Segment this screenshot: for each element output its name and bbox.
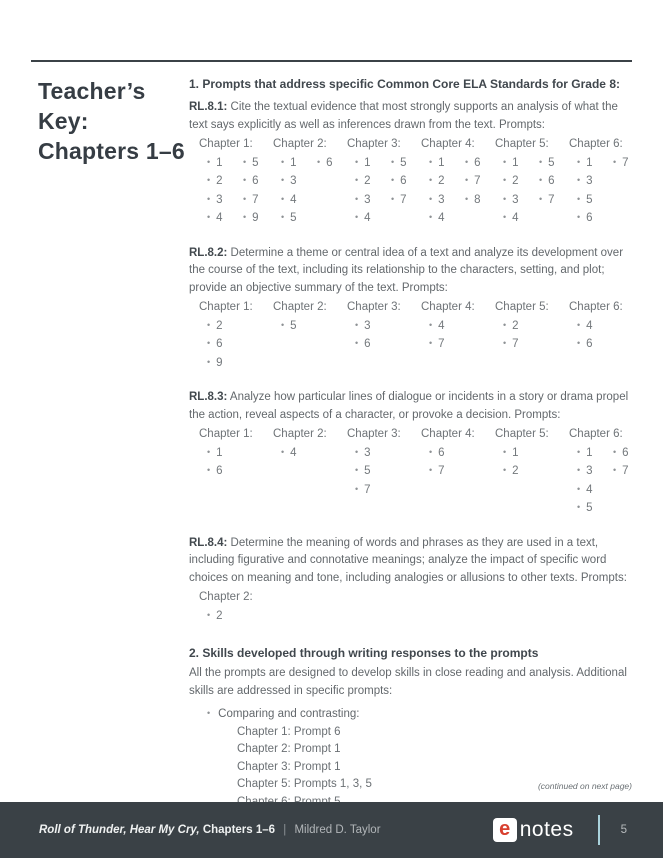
prompt-number-item: • 1 [207, 446, 223, 459]
skill-name: • Comparing and contrasting: [207, 708, 360, 720]
bullet-icon: • [465, 156, 469, 167]
bullet-icon: • [281, 193, 285, 204]
chapter-header: Chapter 3: [347, 138, 401, 150]
prompt-number-item: • 7 [429, 338, 445, 350]
standard-paragraph [189, 99, 635, 134]
chapter-prompt-lists [495, 317, 569, 354]
bullet-icon: • [207, 193, 211, 204]
standard-block [189, 99, 635, 228]
prompt-number-item: • 7 [243, 193, 259, 206]
chapter-prompt-lists [347, 317, 421, 354]
bullet-icon: • [577, 338, 581, 348]
chapter-prompt-lists [199, 607, 273, 626]
page-number-divider [598, 815, 600, 845]
chapter-header: Chapter 2: [273, 301, 327, 313]
bullet-icon: • [355, 175, 359, 185]
bullet-icon: • [243, 175, 247, 185]
prompt-number-list [347, 154, 383, 228]
chapter-header: Chapter 6: [569, 138, 623, 150]
prompt-number-list [495, 444, 531, 481]
chapter-column [347, 426, 421, 518]
prompt-number-item: • 3 [577, 465, 593, 477]
bullet-icon: • [539, 156, 543, 167]
chapter-prompt-lists [347, 444, 421, 500]
section1-heading: 1. Prompts that address specific Common Core ELA Standards for Grade 8: [189, 77, 620, 91]
standard-paragraph [189, 245, 635, 298]
prompt-number-item: • 9 [243, 212, 259, 224]
chapter-column [199, 589, 273, 625]
footer-book-chapters: Chapters 1–6 [202, 824, 276, 836]
prompt-number-item: • 1 [577, 446, 593, 459]
standard-block [189, 245, 635, 373]
chapter-prompt-lists [199, 444, 273, 481]
prompt-number-item: • 4 [207, 212, 223, 224]
prompt-number-item: • 1 [503, 156, 519, 169]
standard-paragraph [189, 389, 635, 424]
bullet-icon: • [207, 465, 211, 475]
prompt-number-list [235, 154, 271, 228]
chapter-column [273, 426, 347, 518]
footer-right [493, 815, 627, 845]
chapter-header: Chapter 5: [495, 301, 549, 313]
bullet-icon: • [355, 193, 359, 204]
prompt-number-item: • 7 [465, 175, 481, 187]
prompt-number-item: • 4 [355, 212, 371, 224]
bullet-icon: • [577, 193, 581, 204]
prompt-number-list [495, 317, 531, 354]
bullet-icon: • [613, 465, 617, 475]
prompt-number-item: • 5 [281, 212, 297, 224]
standard-text: Cite the textual evidence that most strongly supports an analysis of what the text says explicitly as well as inferences drawn from the text. Prompts: [189, 101, 618, 131]
bullet-icon: • [503, 175, 507, 185]
chapter-column [569, 136, 643, 228]
prompt-number-item: • 6 [207, 465, 223, 477]
prompt-number-list [421, 444, 457, 481]
chapter-header: Chapter 4: [421, 428, 475, 440]
chapter-prompt-lists [199, 317, 273, 373]
bullet-icon: • [281, 446, 285, 457]
section2-intro: All the prompts are designed to develop skills in close reading and analysis. Additional skills are addressed in specific prompts: [189, 667, 627, 697]
bullet-icon: • [465, 193, 469, 204]
bullet-icon: • [429, 338, 433, 348]
chapter-prompt-lists [421, 317, 495, 354]
bullet-icon: • [355, 446, 359, 457]
page-title-line: Teacher’s [38, 78, 146, 104]
page-title-line: Key: [38, 108, 89, 134]
chapter-prompt-lists [495, 154, 569, 228]
chapter-header: Chapter 5: [495, 428, 549, 440]
prompt-number-list [199, 444, 235, 481]
prompt-number-list [457, 154, 493, 210]
prompt-number-list [495, 154, 531, 228]
bullet-icon: • [503, 193, 507, 204]
bullet-icon: • [613, 156, 617, 167]
prompt-number-item: • 5 [281, 319, 297, 332]
standard-block [189, 389, 635, 518]
bullet-icon: • [577, 502, 581, 512]
prompt-number-list [347, 317, 383, 354]
footer-bar [0, 802, 663, 858]
bullet-icon: • [207, 319, 211, 330]
prompt-number-list [605, 154, 641, 173]
chapter-column [199, 299, 273, 372]
prompt-number-list [347, 444, 383, 500]
prompt-number-list [273, 317, 309, 336]
prompt-number-item: • 6 [429, 446, 445, 459]
chapter-header: Chapter 1: [199, 301, 253, 313]
chapter-header: Chapter 1: [199, 138, 253, 150]
chapter-prompt-lists [569, 444, 643, 518]
page-title [38, 76, 193, 166]
bullet-icon: • [243, 212, 247, 222]
chapter-column [347, 136, 421, 228]
chapter-prompts-table [189, 299, 635, 372]
bullet-icon: • [577, 175, 581, 185]
prompt-number-item: • 2 [207, 319, 223, 332]
page-title-line: Chapters 1–6 [38, 138, 185, 164]
chapter-header: Chapter 4: [421, 138, 475, 150]
bullet-icon: • [429, 465, 433, 475]
chapter-prompts-table [189, 589, 635, 625]
chapter-header: Chapter 3: [347, 301, 401, 313]
prompt-number-list [569, 317, 605, 354]
bullet-icon: • [281, 175, 285, 185]
prompt-number-item: • 8 [465, 193, 481, 206]
chapter-column [347, 299, 421, 372]
chapter-prompt-lists [199, 154, 273, 228]
standard-label: RL.8.2: [189, 246, 228, 259]
prompt-number-item: • 3 [355, 446, 371, 459]
chapter-prompt-lists [421, 154, 495, 228]
prompt-number-item: • 6 [207, 338, 223, 350]
prompt-number-list [421, 154, 457, 228]
prompt-number-item: • 5 [355, 465, 371, 477]
prompt-number-item: • 1 [429, 156, 445, 169]
prompt-number-item: • 1 [503, 446, 519, 459]
prompt-number-item: • 3 [281, 175, 297, 187]
prompt-number-item: • 6 [539, 175, 555, 187]
prompt-number-item: • 3 [503, 193, 519, 206]
prompt-number-list [199, 154, 235, 228]
prompt-number-list [383, 154, 419, 210]
prompt-number-item: • 3 [355, 193, 371, 206]
chapter-prompt-lists [273, 154, 347, 228]
bullet-icon: • [429, 446, 433, 457]
footer-separator: | [283, 824, 287, 836]
chapter-column [199, 426, 273, 518]
prompt-number-item: • 4 [281, 446, 297, 459]
standard-text: Analyze how particular lines of dialogue or incidents in a story or drama propel the action, reveal aspects of a character, or provoke a decision. Prompts: [189, 391, 629, 421]
prompt-number-item: • 5 [577, 502, 593, 514]
enotes-logo-text: notes [519, 818, 574, 841]
prompt-number-list [421, 317, 457, 354]
prompt-number-item: • 6 [577, 338, 593, 350]
prompt-number-list [309, 154, 345, 173]
chapter-header: Chapter 2: [273, 428, 327, 440]
bullet-icon: • [391, 175, 395, 185]
bullet-icon: • [207, 356, 211, 367]
bullet-icon: • [503, 446, 507, 457]
prompt-number-list [273, 154, 309, 228]
prompt-number-item: • 6 [577, 212, 593, 224]
bullet-icon: • [243, 193, 247, 204]
chapter-header: Chapter 2: [199, 591, 253, 603]
chapter-prompts-table [189, 136, 635, 228]
prompt-number-item: • 2 [207, 175, 223, 187]
chapter-header: Chapter 3: [347, 428, 401, 440]
bullet-icon: • [577, 465, 581, 475]
chapter-column [421, 426, 495, 518]
prompt-number-item: • 6 [243, 175, 259, 187]
skill-chapter-line: Chapter 2: Prompt 1 [237, 743, 341, 755]
bullet-icon: • [281, 156, 285, 167]
enotes-logo [493, 818, 574, 842]
bullet-icon: • [355, 483, 359, 494]
bullet-icon: • [281, 319, 285, 330]
top-divider [31, 60, 632, 62]
bullet-icon: • [503, 156, 507, 167]
chapter-column [495, 426, 569, 518]
standard-text: Determine the meaning of words and phrases as they are used in a text, including figurative and connotative meanings; analyze the impact of specific word choices on meaning and tone, including analogies or allusions to other texts. Prompts: [189, 536, 627, 584]
bullet-icon: • [207, 609, 211, 620]
chapter-column [569, 299, 643, 372]
bullet-icon: • [207, 212, 211, 222]
chapter-column [569, 426, 643, 518]
bullet-icon: • [355, 465, 359, 475]
chapter-header: Chapter 5: [495, 138, 549, 150]
prompt-number-item: • 5 [243, 156, 259, 169]
footer-author: Mildred D. Taylor [294, 824, 381, 836]
bullet-icon: • [577, 446, 581, 457]
prompt-number-item: • 3 [207, 193, 223, 206]
bullet-icon: • [577, 319, 581, 330]
prompt-number-item: • 7 [503, 338, 519, 350]
prompt-number-item: • 6 [355, 338, 371, 350]
bullet-icon: • [503, 212, 507, 222]
prompt-number-item: • 4 [577, 319, 593, 332]
prompt-number-item: • 6 [317, 156, 333, 169]
standard-text: Determine a theme or central idea of a text and analyze its development over the course of the text, including its relationship to the characters, setting, and plot; provide an objective summary of the text. Prompts: [189, 246, 624, 294]
chapter-header: Chapter 1: [199, 428, 253, 440]
prompt-number-item: • 2 [503, 465, 519, 477]
skill-item [189, 705, 635, 811]
prompt-number-item: • 1 [281, 156, 297, 169]
chapter-column [273, 299, 347, 372]
skills-list [189, 705, 635, 811]
bullet-icon: • [243, 156, 247, 167]
prompt-number-item: • 3 [429, 193, 445, 206]
bullet-icon: • [503, 319, 507, 330]
chapter-prompt-lists [347, 154, 421, 228]
skill-chapter-line: Chapter 3: Prompt 1 [237, 760, 341, 773]
footer-citation [39, 824, 381, 836]
standard-label: RL.8.3: [189, 391, 228, 403]
chapter-column [495, 299, 569, 372]
prompt-number-item: • 2 [429, 175, 445, 187]
prompt-number-list [531, 154, 567, 210]
footer-book-title: Roll of Thunder, Hear My Cry, [39, 824, 200, 836]
prompt-number-item: • 4 [429, 212, 445, 224]
bullet-icon: • [355, 156, 359, 167]
chapter-prompt-lists [569, 154, 643, 228]
prompt-number-item: • 4 [577, 483, 593, 496]
chapter-prompt-lists [495, 444, 569, 481]
chapter-header: Chapter 4: [421, 301, 475, 313]
prompt-number-item: • 2 [207, 609, 223, 622]
chapter-header: Chapter 2: [273, 138, 327, 150]
continued-note: (continued on next page) [537, 781, 632, 791]
bullet-icon: • [577, 156, 581, 167]
standard-block [189, 535, 635, 626]
prompt-number-item: • 2 [503, 319, 519, 332]
bullet-icon: • [207, 156, 211, 167]
bullet-icon: • [207, 175, 211, 185]
chapter-header: Chapter 6: [569, 301, 623, 313]
prompt-number-item: • 1 [207, 156, 223, 169]
prompt-number-item: • 3 [577, 175, 593, 187]
chapter-prompts-table [189, 426, 635, 518]
bullet-icon: • [207, 338, 211, 348]
prompt-number-item: • 3 [355, 319, 371, 332]
prompt-number-item: • 1 [355, 156, 371, 169]
chapter-column [421, 299, 495, 372]
prompt-number-item: • 1 [577, 156, 593, 169]
bullet-icon: • [429, 212, 433, 222]
standards-list [189, 99, 635, 625]
prompt-number-item: • 7 [355, 483, 371, 496]
prompt-number-item: • 7 [539, 193, 555, 206]
section2-heading: 2. Skills developed through writing responses to the prompts [189, 646, 539, 660]
prompt-number-item: • 6 [465, 156, 481, 169]
bullet-icon: • [429, 156, 433, 167]
bullet-icon: • [503, 465, 507, 475]
bullet-icon: • [317, 156, 321, 167]
prompt-number-item: • 6 [391, 175, 407, 187]
skill-chapter-line: Chapter 5: Prompts 1, 3, 5 [237, 778, 372, 790]
bullet-icon: • [429, 193, 433, 204]
bullet-icon: • [429, 175, 433, 185]
prompt-number-item: • 9 [207, 356, 223, 369]
bullet-icon: • [207, 446, 211, 457]
bullet-icon: • [391, 193, 395, 204]
chapter-column [273, 136, 347, 228]
bullet-icon: • [355, 338, 359, 348]
prompt-number-list [273, 444, 309, 463]
prompt-number-item: • 5 [539, 156, 555, 169]
bullet-icon: • [355, 319, 359, 330]
prompt-number-item: • 2 [503, 175, 519, 187]
chapter-prompt-lists [273, 444, 347, 463]
bullet-icon: • [281, 212, 285, 222]
prompt-number-item: • 7 [613, 465, 629, 477]
main-content [189, 76, 635, 811]
prompt-number-item: • 7 [429, 465, 445, 477]
prompt-number-list [199, 317, 235, 373]
bullet-icon: • [577, 212, 581, 222]
bullet-icon: • [577, 483, 581, 494]
standard-paragraph [189, 535, 635, 588]
standard-label: RL.8.4: [189, 536, 228, 549]
skill-chapter-lines [189, 724, 635, 812]
prompt-number-item: • 7 [391, 193, 407, 206]
bullet-icon: • [503, 338, 507, 348]
prompt-number-item: • 2 [355, 175, 371, 187]
prompt-number-item: • 4 [503, 212, 519, 224]
prompt-number-list [605, 444, 641, 481]
prompt-number-item: • 6 [613, 446, 629, 459]
prompt-number-item: • 7 [613, 156, 629, 169]
enotes-logo-e-icon: e [493, 818, 517, 842]
standard-label: RL.8.1: [189, 101, 228, 113]
bullet-icon: • [207, 708, 211, 718]
page-number: 5 [620, 824, 627, 836]
skill-chapter-line: Chapter 1: Prompt 6 [237, 725, 341, 738]
chapter-prompt-lists [421, 444, 495, 481]
prompt-number-list [569, 444, 605, 518]
chapter-prompt-lists [273, 317, 347, 336]
chapter-column [421, 136, 495, 228]
chapter-header: Chapter 6: [569, 428, 623, 440]
prompt-number-item: • 4 [281, 193, 297, 206]
prompt-number-item: • 5 [391, 156, 407, 169]
chapter-column [199, 136, 273, 228]
prompt-number-list [569, 154, 605, 228]
bullet-icon: • [539, 193, 543, 204]
prompt-number-list [199, 607, 235, 626]
prompt-number-item: • 4 [429, 319, 445, 332]
bullet-icon: • [355, 212, 359, 222]
bullet-icon: • [429, 319, 433, 330]
bullet-icon: • [465, 175, 469, 185]
bullet-icon: • [613, 446, 617, 457]
bullet-icon: • [391, 156, 395, 167]
chapter-prompt-lists [569, 317, 643, 354]
bullet-icon: • [539, 175, 543, 185]
prompt-number-item: • 5 [577, 193, 593, 206]
chapter-column [495, 136, 569, 228]
